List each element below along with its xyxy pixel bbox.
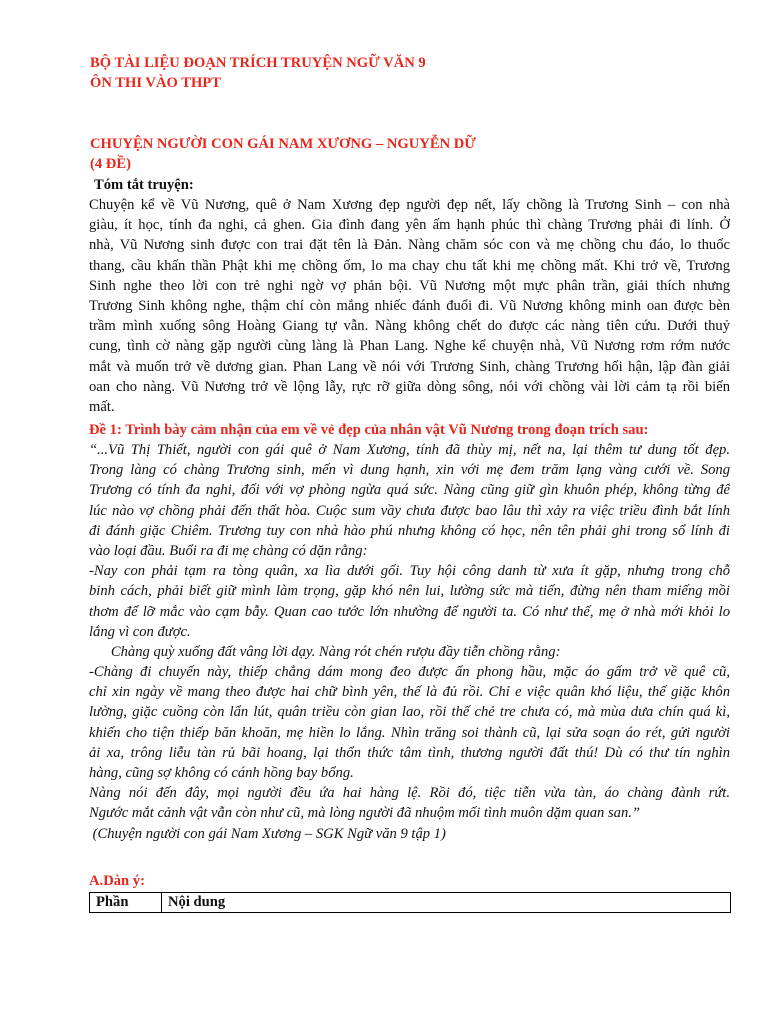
table-header-content: Nội dung [162, 893, 731, 913]
summary-line: mất. [89, 398, 115, 415]
summary-label: Tóm tắt truyện: [94, 177, 194, 193]
excerpt-line: Ngước mắt cảnh vật vẫn còn như cũ, mà lòng người đã nhuộm mối tình muôn dặm quan san.” [89, 805, 641, 822]
excerpt-line: lường, giặc cuồng còn lẩn lút, quân triều còn gian lao, rồi thế chẻ tre chưa có, mà mùa dưa chín quá kì, [89, 704, 730, 721]
title-line-2: ÔN THI VÀO THPT [90, 75, 221, 92]
excerpt-line: đi đánh giặc Chiêm. Trương tuy con nhà hào phú nhưng không có học, nên tên phải ghi trong sổ lính đi [89, 522, 730, 539]
excerpt-line: Nàng nói đến đây, mọi người đều ứa hai hàng lệ. Rồi đó, tiệc tiễn vừa tàn, áo chàng đành rứt. [89, 785, 730, 802]
excerpt-line: -Nay con phải tạm ra tòng quân, xa lìa dưới gối. Tuy hội công danh từ xưa ít gặp, nhưng trong chỗ [89, 563, 730, 580]
summary-line: mắt và muốn trở về dương gian. Phan Lang về nói với Trương Sinh, chàng Trương hối hận, lập đàn giải [89, 358, 730, 375]
summary-line: oan cho nàng. Vũ Nương trở về lộng lẫy, rực rỡ giữa dòng sông, nói với chồng vài lời cảm tạ rồi biến [89, 378, 730, 395]
excerpt-line: “...Vũ Thị Thiết, người con gái quê ở Nam Xương, tính đã thùy mị, nết na, lại thêm tư dung tốt đẹp. [89, 442, 730, 458]
excerpt-line: binh cách, phải biết giữ mình làm trọng, gặp khó nên lui, lường sức mà tiến, đừng nên tham miếng mồi [89, 583, 730, 600]
section-heading-line-2: (4 ĐỀ) [90, 156, 131, 173]
section-heading-line-1: CHUYỆN NGƯỜI CON GÁI NAM XƯƠNG – NGUYỄN DỮ [90, 136, 476, 152]
summary-line: Sinh nghe theo lời con trẻ nghi ngờ vợ phản bội. Vũ Nương một mực phân trần, giải thích nhưng [89, 277, 730, 294]
summary-line: Trương Sinh không nghe, thậm chí còn mắng nhiếc đánh đuổi đi. Vũ Nương không minh oan được bèn [89, 297, 730, 314]
outline-table [89, 892, 731, 913]
excerpt-line: Trong làng có chàng Trương sinh, mến vì dung hạnh, xin với mẹ đem trăm lạng vàng cưới về. Song [89, 462, 730, 479]
summary-paragraph [89, 195, 730, 417]
excerpt-line: vào loại đầu. Buổi ra đi mẹ chàng có dặn rằng: [89, 542, 368, 559]
excerpt-line: Trương có tính đa nghi, đối với vợ phòng ngừa quá sức. Nàng cũng giữ gìn khuôn phép, không từng để [89, 482, 730, 499]
table-header-part: Phần [90, 893, 162, 913]
excerpt-passage [89, 440, 730, 844]
excerpt-line: Chàng quỳ xuống đất vâng lời dạy. Nàng rót chén rượu đầy tiễn chồng rằng: [89, 643, 561, 660]
summary-line: Chuyện kể về Vũ Nương, quê ở Nam Xương đẹp người đẹp nết, lấy chồng là Trương Sinh – con nhà [89, 197, 730, 213]
summary-line: cung, tình cờ nàng gặp người cùng làng là Phan Lang. Nghe kể chuyện nhà, Vũ Nương rơm rớm nước [89, 338, 730, 355]
excerpt-line: hàng, cũng sợ không có cánh hồng bay bổng. [89, 765, 354, 782]
summary-line: trầm mình xuống sông Hoàng Giang tự vẫn. Nàng không chết do được các nàng tiên cứu. Dưới thuỷ [89, 318, 730, 335]
excerpt-line: thơm để lỡ mắc vào cạm bẫy. Quan cao tước lớn nhường để người ta. Có như thế, mẹ ở nhà mới khỏi lo [89, 603, 730, 620]
excerpt-line: ải xa, trông liễu tàn rủ bãi hoang, lại thổn thức tâm tình, thương người đất thú! Dù có thư tín nghìn [89, 744, 730, 761]
excerpt-line: khiến cho tiện thiếp băn khoăn, mẹ hiền lo lắng. Nhìn trăng soi thành cũ, lại sửa soạn áo rét, gửi người [89, 724, 730, 741]
excerpt-line: chỉ xin ngày về mang theo được hai chữ bình yên, thế là đủ rồi. Chỉ e việc quân khó liệu, thế giặc khôn [89, 684, 730, 701]
excerpt-line: -Chàng đi chuyến này, thiếp chẳng dám mong đeo được ấn phong hầu, mặc áo gấm trở về quê cũ, [89, 664, 730, 681]
question-prompt: Đề 1: Trình bày cảm nhận của em về vẻ đẹp của nhân vật Vũ Nương trong đoạn trích sau: [89, 422, 649, 438]
summary-line: nhà, Vũ Nương sinh được con trai đặt tên là Đản. Nàng chăm sóc con và mẹ chồng chu đáo, lo thuốc [89, 237, 730, 254]
excerpt-line: lắng vì con được. [89, 623, 191, 640]
document-title [90, 53, 426, 93]
summary-line: thang, cầu khấn thần Phật khi mẹ chồng ốm, lo ma chay chu tất khi mẹ chồng mất. Khi trở về, Trương [89, 257, 730, 274]
outline-heading: A.Dàn ý: [89, 873, 145, 889]
title-line-1: BỘ TÀI LIỆU ĐOẠN TRÍCH TRUYỆN NGỮ VĂN 9 [90, 55, 426, 71]
excerpt-line: lúc nào vợ chồng phải đến thất hòa. Cuộc sum vầy chưa được bao lâu thì xảy ra việc triều đình bắt lính [89, 502, 730, 519]
table-header-row [90, 893, 731, 913]
section-heading [90, 134, 476, 174]
summary-line: giàu, ít học, tính đa nghi, cả ghen. Gia đình đang yên ấm hạnh phúc thì chàng Trương phải đi lính. Ở [89, 217, 730, 234]
excerpt-line: (Chuyện người con gái Nam Xương – SGK Ngữ văn 9 tập 1) [89, 825, 446, 842]
